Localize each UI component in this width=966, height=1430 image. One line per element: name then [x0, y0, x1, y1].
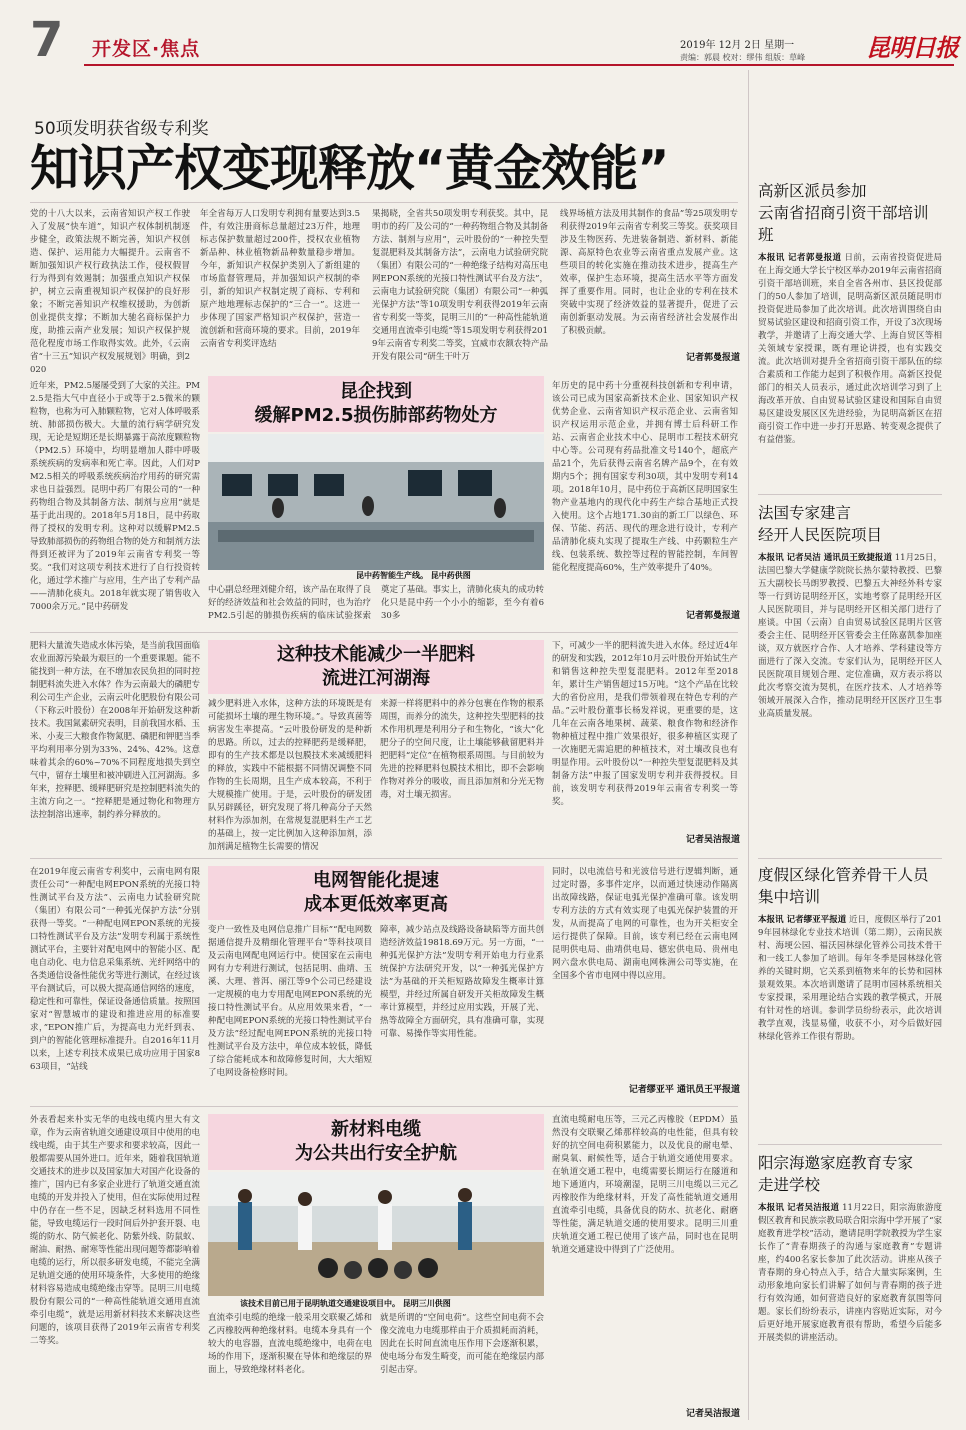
sidebar-story-body-wrap-1	[758, 252, 942, 500]
story4-text-mid2: 就是所谓的“空间电荷”。这些空间电荷不会像交流电力电缆那样由于介质损耗而消耗，因此在长时间直流电压作用下会逐渐积累，使电场分布发生畸变，而可能在绝缘层内部引起击穿。	[380, 1313, 544, 1375]
sidebar-divider	[748, 70, 749, 1420]
story1-photo	[208, 434, 544, 570]
story3-headline-line1: 电网智能化提速	[313, 870, 439, 891]
sidebar-story-byline-4: 本报讯 记者吴洁报道	[758, 1203, 840, 1213]
story2-headline-line1: 这种技术能减少一半肥料	[277, 644, 475, 665]
story1-headline-line1: 昆企找到	[340, 381, 412, 402]
sidebar-story-body-2: 11月25日，法国巴黎大学健康学院院长热尔蒙特教授、巴黎五大副校长马朗罗教授、巴黎五大神经外科专家等一行到访昆明经开区，实地考察了昆明经开区人民医院项目，并与昆明经开区相关部门进行了座谈。中国（云南）自由贸易试验区昆明片区管委会主任、昆明经开区管委会主任陈嘉凯参加座谈，双方就医疗合作、人才培养、学科建设等方面进行了深入交流。专家们认为，昆明经开区人民医院项目规划合理、定位准确，双方表示将以此次考察交流为契机，在医疗技术、人才培养等领域开展深入合作，推动昆明经开区医疗卫生事业高质量发展。	[758, 553, 943, 719]
sidebar-story-title-1a: 高新区派员参加	[758, 182, 867, 200]
sidebar-story-body-3: 近日，度假区举行了2019年园林绿化专业技术培训（第二期），云南民族村、海埂公园、福沃园林绿化管养公司技术骨干和一线工人参加了培训。每年冬季是园林绿化管养的关键时期，它关系到植物来年的长势和园林景观效果。本次培训邀请了昆明市园林系统相关专家授课，采用理论结合实践的教学模式，开展有针对性的培训。参训学员纷纷表示，此次培训教学直观，浅显易懂，收获不小，对今后做好园林绿化管养工作很有帮助。	[758, 915, 942, 1042]
lead-headline: 知识产权变现释放“黄金效能”	[30, 140, 669, 197]
lead-text-col2: 年全省每万人口发明专利拥有量要达到3.5件，有效注册商标总量超过23万件，地理标志保护数量超过200件，授权农业植物新品种、林业植物新品种数量稳步增加。今年，新知识产权保护类别入了新组建的市场监督管理局，并加强知识产权制的牵引，新的知识产权制定规了商标、专利和原产地地理标志保护的“三合一”。这进一步体现了国家严格知识产权保护，营造一流创新和营商环境的要求。目前，2019年云南省专利奖评选结	[200, 209, 360, 349]
sidebar-story-2	[758, 502, 942, 856]
story4-text-left: 外表看起来朴实无华的电线电缆内里大有文章，作为云南省轨道交通建设项目中使用的电线电缆，由于其生产要求和要求较高，因此一般都需要从国外进口。近年来，随着我国轨道交通技术的进步以及国家加大对国产化设备的推广，国内已有多家企业进行了轨道交通直流电缆的开发并投入了使用，但在实际使用过程中仍存在一些不足，因缺乏材料选用不同性能，导致电缆运行一段时间后外护套开裂、电缆的防水、防气候老化、防紫外线、防鼠蚁、耐油、耐热、耐寒等性能出现问题等都影响着电缆的运行，所以很多研发电缆，不能完全满足轨道交通的使用环境条件，大多使用的绝缘材料容易造成电缆绝缘击穿等。昆明三川电缆股份有限公司的“一种高性能轨道交通用直流牵引电缆”，就是运用新材料技术来解决这些问题的，该项目获得了2019年云南省专利奖二等奖。	[30, 1115, 201, 1346]
story3-text-left: 在2019年度云南省专利奖中，云南电网有限责任公司“一种配电网EPON系统的光接口特性测试平台及方法”、云南电力试验研究院（集团）有限公司“一种弧光保护方法”分别获得一等奖。“一种配电网EPON系统的光接口特性测试平台及方法”发明专利属于系统性测试平台，主要针对配电网中的智能小区、配电自动化、电力信息采集系统、光纤网络中的各类通信设备性能优劣等进行测试，在经过该平台测试后，可以极大提高通信网络的速度，稳定性和可靠性，保证设备通信质量。按照国家对“智慧城市的建设和推进应用的标准要求，”EPON推广后，为提高电力光纤到表、到户的智能化管理标准提升。自2016年11月以来，上述专利技术成果已成功应用于国家863项目，“站线	[30, 867, 201, 1072]
sidebar-story-body-wrap-2	[758, 552, 942, 856]
story4-headline-line2: 为公共出行安全护航	[295, 1143, 457, 1164]
story2-text-right: 下，可减少一半的肥料流失进入水体。经过近4年的研发和实践，2012年10月云叶股份开始试生产和销售这种控失型复混肥料。2012年至2018年，累计生产销售超过15万吨。“这个产品在比较大的省份应用，是我们带领着现在特色专利的产品。”云叶股份董事长杨发祥说，更重要的是，这几年在云南各地果树、蔬菜、粮食作物和经济作物种植过程中推广效果很好，很多种植区实现了一次施肥无需追肥的种植技术，对土壤改良也有明显作用。云叶股份以“一种控失型复混肥料及其制备方法”申报了国家发明专利并获得授权。目前，该发明专利获得2019年云南省专利奖一等奖。	[552, 641, 738, 807]
story4-text-mid: 直流牵引电缆的绝缘一般采用交联聚乙烯和乙丙橡胶两种绝缘材料。电缆本身具有一个较大的电容器，直流电缆绝缘中，电荷在电场的作用下，逐渐积聚在导体和绝缘层的界面上，导致绝缘材料老化。	[208, 1313, 372, 1375]
story4-headline-line1: 新材料电缆	[331, 1119, 421, 1140]
lead-signature: 记者郭曼报道	[685, 353, 740, 363]
date-line: 2019年 12月 2日 星期一	[680, 40, 795, 51]
sidebar-story-title-2b: 经开人民医院项目	[758, 526, 883, 544]
story1-headline-box	[208, 376, 544, 432]
story2-text-left: 肥料大量流失造成水体污染，是当前我国面临农业面源污染最为艰巨的一个重要课题。能不能找到一种方法，在不增加农民负担的同时控制肥料流失进入水体？作为云南最大的磷肥专利公司生产企业，云南云叶化肥股份有限公司（下称云叶股份）在2008年开始研发这种新技术。我国氮素研究表明，目前我国水稻、玉米、小麦三大粮食作物氮肥、磷肥和钾肥当季平均利用率分别为33%、24%、42%。这意味着其余的60%~70%不同程度地损失到空气中，留存土壤里和被冲刷进入江河湖海。多年来，控释肥、缓释肥研究是控制肥料流失的主流方向之一。“控释肥是通过物化和物理方法控制溶出速率，制约养分释放的。	[30, 641, 201, 820]
masthead-rule	[84, 64, 954, 66]
lead-kicker: 50项发明获省级专利奖	[34, 119, 209, 139]
lead-rule	[30, 202, 738, 203]
story3-text-right: 同时，以电流信号和光波信号进行逻辑判断，通过定时器，多事件定序，以而通过快速动作隔离出故障线路，保证电弧光保护准确可靠。该发明专利方法的方式有效实现了电弧光保护装置的开发，从而提高了电网的可靠性，也为开关柜安全运行提供了保障。目前，该专利已经在云南电网昆明供电局、曲靖供电局、德宏供电局、贵州电网六盘水供电局、湖南电网株洲公司等实施，在全国多个省市电网中得以应用。	[552, 867, 738, 981]
story1-caption: 昆中药智能生产线。 昆中药供图	[356, 570, 471, 580]
story4-headline-box	[208, 1114, 544, 1170]
cable-lab-photo	[208, 1172, 544, 1296]
story3-signature: 记者缪亚平 通讯员王平报道	[628, 1085, 740, 1095]
story1-headline-line2: 缓解PM2.5损伤肺部药物处方	[254, 405, 498, 426]
story3-headline-box	[208, 866, 544, 920]
story4-signature: 记者吴洁报道	[685, 1409, 740, 1419]
sidebar-story-byline-3: 本报讯 记者缪亚平报道	[758, 915, 847, 925]
story2-text-mid2: 来源一样将肥料中的养分包裹在作物的根系周围，而养分的流失，这种控失型肥料的技术作用机理是利用分子和生物化，“该大”化肥分子的空间尺度，让土壤能够截留肥料并把肥料“定位”在植物根系周围。与目前较为先进的控释肥料包膜技术相比，即不会影响作物对养分的吸收，而且添加剂和分光无物毒，对土壤无损害。	[380, 699, 544, 800]
sidebar-story-3	[758, 864, 942, 1142]
story2-headline-box	[208, 640, 544, 694]
story2-text-mid: 减少肥料进入水体，这种方法的环境既是有可能损坏土壤的理生物环境。”。导致真菌等病害发生率提高。“云叶股份研发的是种新的思路。所以，过去的控释肥药是缓释肥，即有的生产技术都是以包膜技术来减缓肥料的释放，实践中不能根据不同情况调整不同作物的生长周期，且生产成本较高，不利于大规模推广使用。于是，云叶股份的研发团队另辟蹊径，研究发现了将几种高分子天然材料作为添加剂，在常规复混肥料生产工艺的基础上，按一定比例加入这种添加剂，添加剂满足植物生长需要的情况	[208, 699, 372, 852]
story1-rule	[30, 632, 738, 633]
story3-text-mid2: 障率，减少站点及线路设备缺陷等方面共创造经济效益19818.69万元。另一方面，“一种弧光保护方法”发明专利开始电力行业系统保护方法研究开发，以“一种弧光保护方法”为基础的开关柜短路故障发生概率计算模型，并经过所属自研发开关柜故障发生概率计算模型，并经过应用实践，开展了光、热等故障全方面研究，具有准确可靠，实现可靠、易操作等实用性能。	[380, 925, 544, 1039]
sidebar-rule-1	[758, 494, 942, 495]
section-name: 开发区·焦点	[92, 38, 201, 60]
sidebar-story-title-1b: 云南省招商引资干部培训班	[758, 204, 929, 244]
story4-photo	[208, 1172, 544, 1296]
story1-text-mid: 中心副总经理刘健介绍，该产品在取得了良好的经济效益和社会效益的同时，也为治疗PM2.5引起的肺损伤疾病的临床试验探索奠定了基础。事实上，清肺化痰丸的成功转化只是昆中药一个小小的缩影，至今有着630多	[208, 585, 544, 621]
sidebar-story-title-3a: 度假区绿化管养骨干人员	[758, 866, 929, 884]
sidebar-rule-3	[758, 1144, 942, 1145]
sidebar-story-4	[758, 1152, 942, 1416]
story2-rule	[30, 858, 738, 859]
story3-headline-line2: 成本更低效率更高	[304, 894, 448, 915]
story1-text-right: 年历史的昆中药十分重视科技创新和专利申请，该公司已成为国家高新技术企业、国家知识产权优势企业、云南省知识产权示范企业、云南省知识产权运用示范企业，并拥有博士后科研工作站、云南省企业技术中心、昆明市工程技术研究中心等。公司现有药品批准文号140个，超底产品21个，先后获得云南省名牌产品9个，在有效期内5个；拥有国家专利30项，其中发明专利14项。2018年10月，昆中药位于高新区昆明国家生物产业基地内的现代化中药生产综合基地正式投入使用。这个占地171.30亩的新工厂以绿色、环保、节能、药活、现代的理念进行设计，专利产品清肺化痰丸实现了提取生产线、中药颗粒生产线、包装系统、数控等过程的智能控制，车间智能化程度提高60%，生产效率提升了40%。	[552, 381, 738, 573]
sidebar-story-body-wrap-3	[758, 914, 942, 1142]
page-number: 7	[30, 12, 64, 68]
pharma-production-line-photo	[208, 434, 544, 570]
paper-name-logo: 昆明日报	[866, 33, 958, 62]
story3-text-mid: 变户一致性及电网信息推广目标”“配电网数据通信提升及精细化管理平台”等科技项目及云南电网配电网运行中。使国家在云南电网有力专利进行测试，包括昆明、曲靖、玉溪、大理、普洱、丽江等9个公司已经建设一定规模的电力专用配电网EPON系统的光接口特性测试平台。从应用效果来看，“一种配电网EPON系统的光接口特性测试平台及方法”经过配电网EPON系统的光接口特性测试平台及方法中，单位成本较低，降低了综合能耗成本和故障修复时间，大大缩短了电网设备检修时间。	[208, 925, 372, 1078]
lead-text-col3: 果揭晓，全省共50项发明专利获奖。其中，昆明市的药厂及公司的“一种药物组合物及其制备方法、制剂与应用”，云叶股份的“一种控失型复混肥料及其制备方法”，云南电力试验研究院（集团）有限公司的“一种绝缘子结构对高压电网EPON系统的光接口特性测试平台及方法”，云南电力试验研究院（集团）有限公司“一种弧光保护方法”等10项发明专利获得2019年云南省专利奖一等奖，昆明三川的“一种高性能轨道交通用直流牵引电缆”等15项发明专利获得2019年云南省专利奖二等奖，宜威市农额农特产品开发有限公司“研生干叶万	[372, 209, 548, 362]
sidebar-story-1	[758, 180, 942, 500]
story2-signature: 记者吴洁报道	[685, 835, 740, 845]
lead-text-col4: 线界场植方法及用其制作的食品”等25项发明专利获得2019年云南省专利奖三等奖。获奖项目涉及生物医药、先进装备制造、新材料、新能源、高原特色农业等云南省重点发展产业。这些项目的转化实施在推动技术进步，提高生产效率，保护生态环境，提高生活水平等方面发挥了重要作用。同时，也让企业的专利在技术突破中实现了经济效益的显著提升，促进了云南创新驱动发展。为云南省经济社会发展作出了积极贡献。	[560, 209, 738, 336]
sidebar-story-title-4b: 走进学校	[758, 1176, 821, 1194]
sidebar-rule-2	[758, 858, 942, 859]
story2-headline-line2: 流进江河湖海	[322, 668, 430, 689]
sidebar-story-title-2a: 法国专家建言	[758, 504, 852, 522]
story4-caption: 该技术目前已用于昆明轨道交通建设项目中。 昆明三川供图	[240, 1298, 451, 1308]
sidebar-story-title-4a: 阳宗海邀家庭教育专家	[758, 1154, 914, 1172]
sidebar-story-body-1: 日前，云南省投资促进局在上海交通大学长宁校区举办2019年云南省招商引资干部培训班，来自全省各州市、县区投促部门的50人参加了培训，昆明高新区派员随昆明市投资促进局参加了此次培训。此次培训围绕自由贸易试验区建设和招商引资工作，开设了3次现场教学，并邀请了上海交通大学、上海自贸区等相关领域专家授课，既有理论讲授，也有实践交流。此次培训对提升全省招商引资干部队伍的综合素质和工作能力起到了积极作用。高新区投促部门的相关人员表示，通过此次培训学习到了上海改革开放、自由贸易试验区建设和国际自由贸易区建设发展区区先进经验，为昆明高新区在招商引资工作中进一步打开思路、转变观念提供了有益借鉴。	[758, 253, 942, 445]
sidebar-story-body-4: 11月22日，阳宗海旅游度假区教育和民族宗教局联合阳宗海中学开展了“家庭教育进学校”活动，邀请昆明学院教授为学生家长作了“青春期孩子的沟通与家庭教育”专题讲座，约400名家长参加了此次活动。讲座从孩子青春期的身心特点入手，结合大量实际案例，生动形象地向家长们讲解了如何与青春期的孩子进行有效沟通，如何营造良好的家庭教育氛围等问题。家长们纷纷表示，讲座内容贴近实际，对今后更好地开展家庭教育很有帮助，希望今后能多开展类似的讲座活动。	[758, 1203, 942, 1343]
story4-text-right: 直流电缆耐电压等，三元乙丙橡胶（EPDM）虽然没有交联聚乙烯那样较高的电性能，但具有较好的抗空间电荷积累能力，以及优良的耐电晕、耐臭氧、耐候性等，适合于轨道交通使用要求。在轨道交通工程中，电缆需要长期运行在隧道和地下通道内，环境潮湿，昆明三川电缆以三元乙丙橡胶作为绝缘材料，开发了高性能轨道交通用直流牵引电缆，具备优良的防水、抗老化、耐磨等性能，满足轨道交通的使用要求。昆明三川重庆轨道交通工程已使用了该产品，同时也在昆明轨道交通建设中得到了广泛使用。	[552, 1115, 738, 1255]
lead-text-col1: 党的十八大以来，云南省知识产权工作驶入了发展“快车道”，知识产权体制机制逐步健全，政策法规不断完善，知识产权创造、保护、运用能力大幅提升。云南省不断加强知识产权行政执法工作，侵权假冒行为得到有效遏制；加强重点知识产权保护，树立云南重视知识产权保护的良好形象；不断完善知识产权维权援助，为创新创业提供支撑；不断加大驰名商标保护力度，助推云南产业发展；知识产权保护规范化程度市场工作取得实效。此外，《云南省“十三五”知识产权发展规划》明确，到2020	[30, 209, 190, 375]
sidebar-story-title-3b: 集中培训	[758, 888, 821, 906]
sidebar-story-body-wrap-4	[758, 1202, 942, 1416]
story3-rule	[30, 1106, 738, 1107]
story1-text-left: 近年来，PM2.5屡屡受到了大家的关注。PM2.5是指大气中直径小于或等于2.5微米的颗粒物，也称为可入肺颗粒物，它对人体呼吸系统、肺部损伤极大。大量的流行病学研究发现，无论是短期还是长期暴露于高浓度颗粒物（PM2.5）环境中，均明显增加人群中呼吸系统疾病的发病率和死亡率。因此，人们对PM2.5相关的呼吸系统疾病治疗用药的研究需求也日益强烈。昆明中药厂有限公司的“一种药物组合物及其制备方法、制剂与应用”就是基于此出现的。2018年5月18日，昆中药取得了授权的发明专利。这种对以缓解PM2.5导致肺部损伤的药物组合物的处方和制剂方法得到还被评为了2019年云南省专利奖一等奖。“我们对这项专利技术进行了自行投资转化，通过学术推广与应用，生产出了专利产品——清肺化痰丸。2018年就实现了销售收入7000余万元。”昆中药研发	[30, 381, 201, 612]
story1-signature: 记者郭曼报道	[685, 611, 740, 621]
masthead	[0, 0, 966, 70]
sidebar-story-byline-1: 本报讯 记者郭曼报道	[758, 253, 842, 263]
sidebar-story-byline-2: 本报讯 记者吴洁 通讯员王致捷报道	[758, 553, 892, 563]
editors-line: 责编：郭晨 校对：缪伟 组版：草峰	[680, 53, 806, 62]
